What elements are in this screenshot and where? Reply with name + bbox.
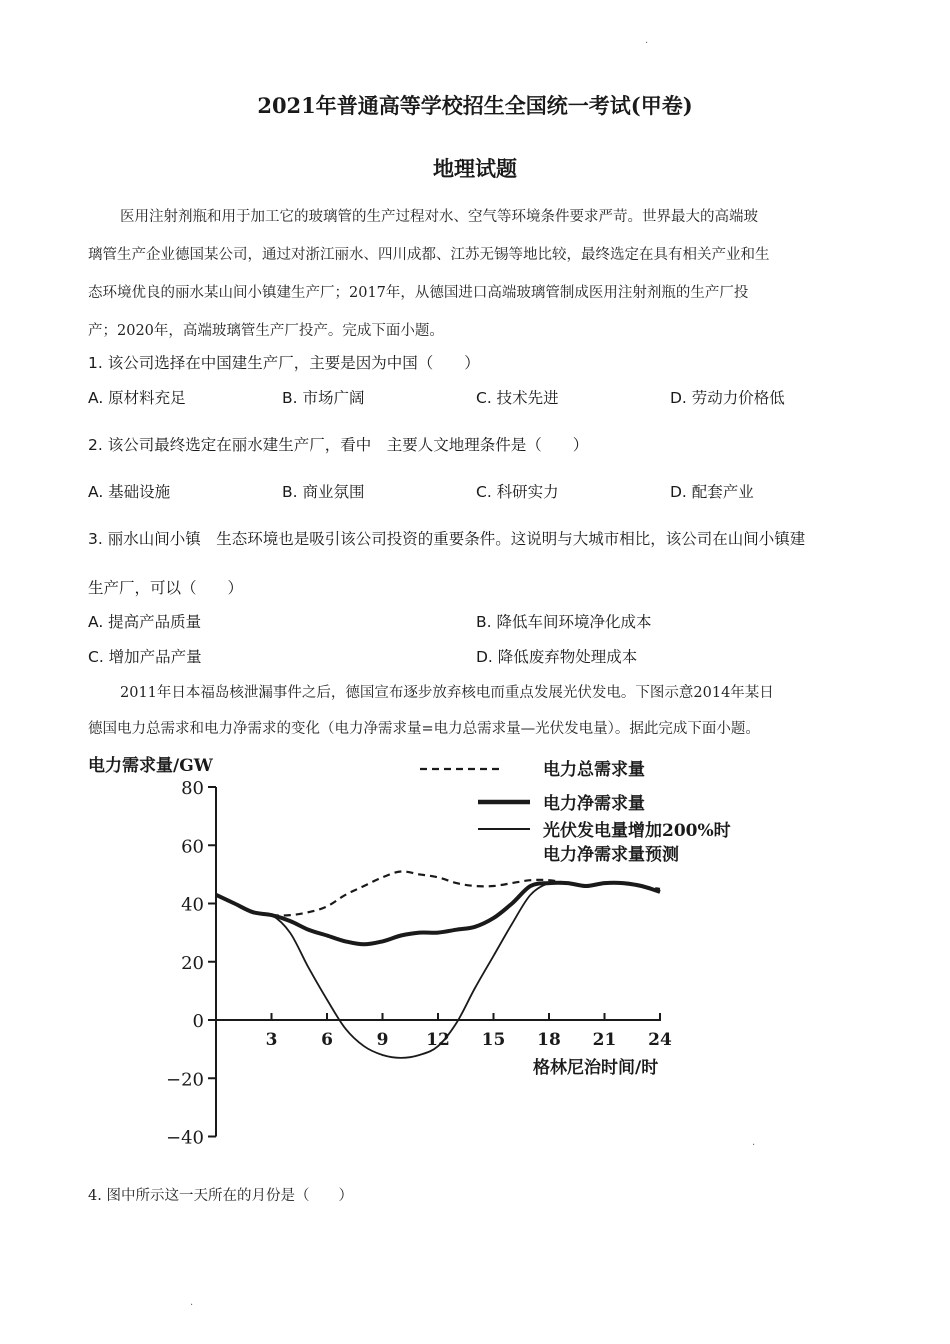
y-tick-label: −20 — [166, 1069, 204, 1091]
question-1-option-a: A. 原材料充足 — [88, 389, 186, 407]
scan-dot: · — [190, 1300, 194, 1311]
question-2-option-b: B. 商业氛围 — [282, 483, 365, 501]
question-1-stem: 1. 该公司选择在中国建生产厂，主要是因为中国（ ） — [88, 354, 480, 372]
passage1-line: 璃管生产企业德国某公司，通过对浙江丽水、四川成都、江苏无锡等地比较，最终选定在具有相关产业和生 — [88, 247, 770, 263]
legend-label-net: 电力净需求量 — [543, 794, 645, 814]
x-tick-label: 3 — [265, 1030, 278, 1050]
x-tick-label: 15 — [481, 1030, 506, 1050]
passage1-line: 态环境优良的丽水某山间小镇建生产厂；2017年，从德国进口高端玻璃管制成医用注射剂瓶的生产厂投 — [88, 285, 749, 301]
passage1-line: 医用注射剂瓶和用于加工它的玻璃管的生产过程对水、空气等环境条件要求严苛。世界最大的高端玻 — [120, 209, 758, 225]
x-tick-label: 6 — [321, 1030, 333, 1050]
question-3-option-b: B. 降低车间环境净化成本 — [476, 613, 652, 631]
question-4-stem: 4. 图中所示这一天所在的月份是（ ） — [88, 1188, 353, 1204]
question-2-option-a: A. 基础设施 — [88, 483, 171, 501]
x-tick-label: 9 — [376, 1030, 389, 1050]
series-net-demand-line — [216, 883, 660, 945]
y-tick-label: 20 — [181, 952, 204, 974]
question-1-option-c: C. 技术先进 — [476, 389, 559, 407]
x-tick-label: 18 — [537, 1030, 561, 1050]
y-tick-label: −40 — [166, 1127, 204, 1149]
passage2-line: 2011年日本福岛核泄漏事件之后，德国宣布逐步放弃核电而重点发展光伏发电。下图示意2014年某日 — [120, 685, 774, 701]
question-1-option-d: D. 劳动力价格低 — [670, 389, 785, 407]
series-total-demand-line — [216, 871, 660, 915]
y-tick-label: 60 — [181, 836, 204, 858]
question-3-option-c: C. 增加产品产量 — [88, 648, 202, 666]
page-subtitle: 地理试题 — [433, 156, 517, 181]
question-3-stem: 3. 丽水山间小镇 生态环境也是吸引该公司投资的重要条件。这说明与大城市相比，该公司在山间小镇建 — [88, 530, 806, 548]
question-2-option-d: D. 配套产业 — [670, 483, 754, 501]
y-axis-label: 电力需求量/GW — [88, 756, 213, 776]
question-3-option-d: D. 降低废弃物处理成本 — [476, 648, 638, 666]
passage1-line: 产；2020年，高端玻璃管生产厂投产。完成下面小题。 — [88, 323, 444, 339]
legend-label-forecast-1: 光伏发电量增加200%时 — [543, 821, 731, 841]
legend-label-forecast-2: 电力净需求量预测 — [543, 845, 679, 865]
question-2-option-c: C. 科研实力 — [476, 483, 559, 501]
scan-dot: · — [752, 1140, 756, 1151]
question-3-option-a: A. 提高产品质量 — [88, 613, 202, 631]
passage2-line: 德国电力总需求和电力净需求的变化（电力净需求量=电力总需求量—光伏发电量）。据此完成下面小题。 — [88, 721, 760, 737]
x-tick-label: 21 — [592, 1030, 617, 1050]
y-tick-label: 80 — [181, 778, 204, 799]
x-tick-label: 12 — [426, 1030, 450, 1050]
question-3-stem-cont: 生产厂，可以（ ） — [88, 579, 244, 597]
scan-dot: · — [645, 38, 649, 49]
question-2-stem: 2. 该公司最终选定在丽水建生产厂，看中 主要人文地理条件是（ ） — [88, 436, 589, 454]
y-tick-label: 40 — [181, 894, 204, 916]
legend-label-total: 电力总需求量 — [543, 760, 645, 780]
question-1-option-b: B. 市场广阔 — [282, 389, 365, 407]
x-axis-label: 格林尼治时间/时 — [533, 1058, 659, 1078]
y-tick-label: 0 — [192, 1011, 204, 1032]
page-title: 2021年普通高等学校招生全国统一考试(甲卷) — [257, 93, 693, 118]
x-tick-label: 24 — [648, 1030, 672, 1050]
